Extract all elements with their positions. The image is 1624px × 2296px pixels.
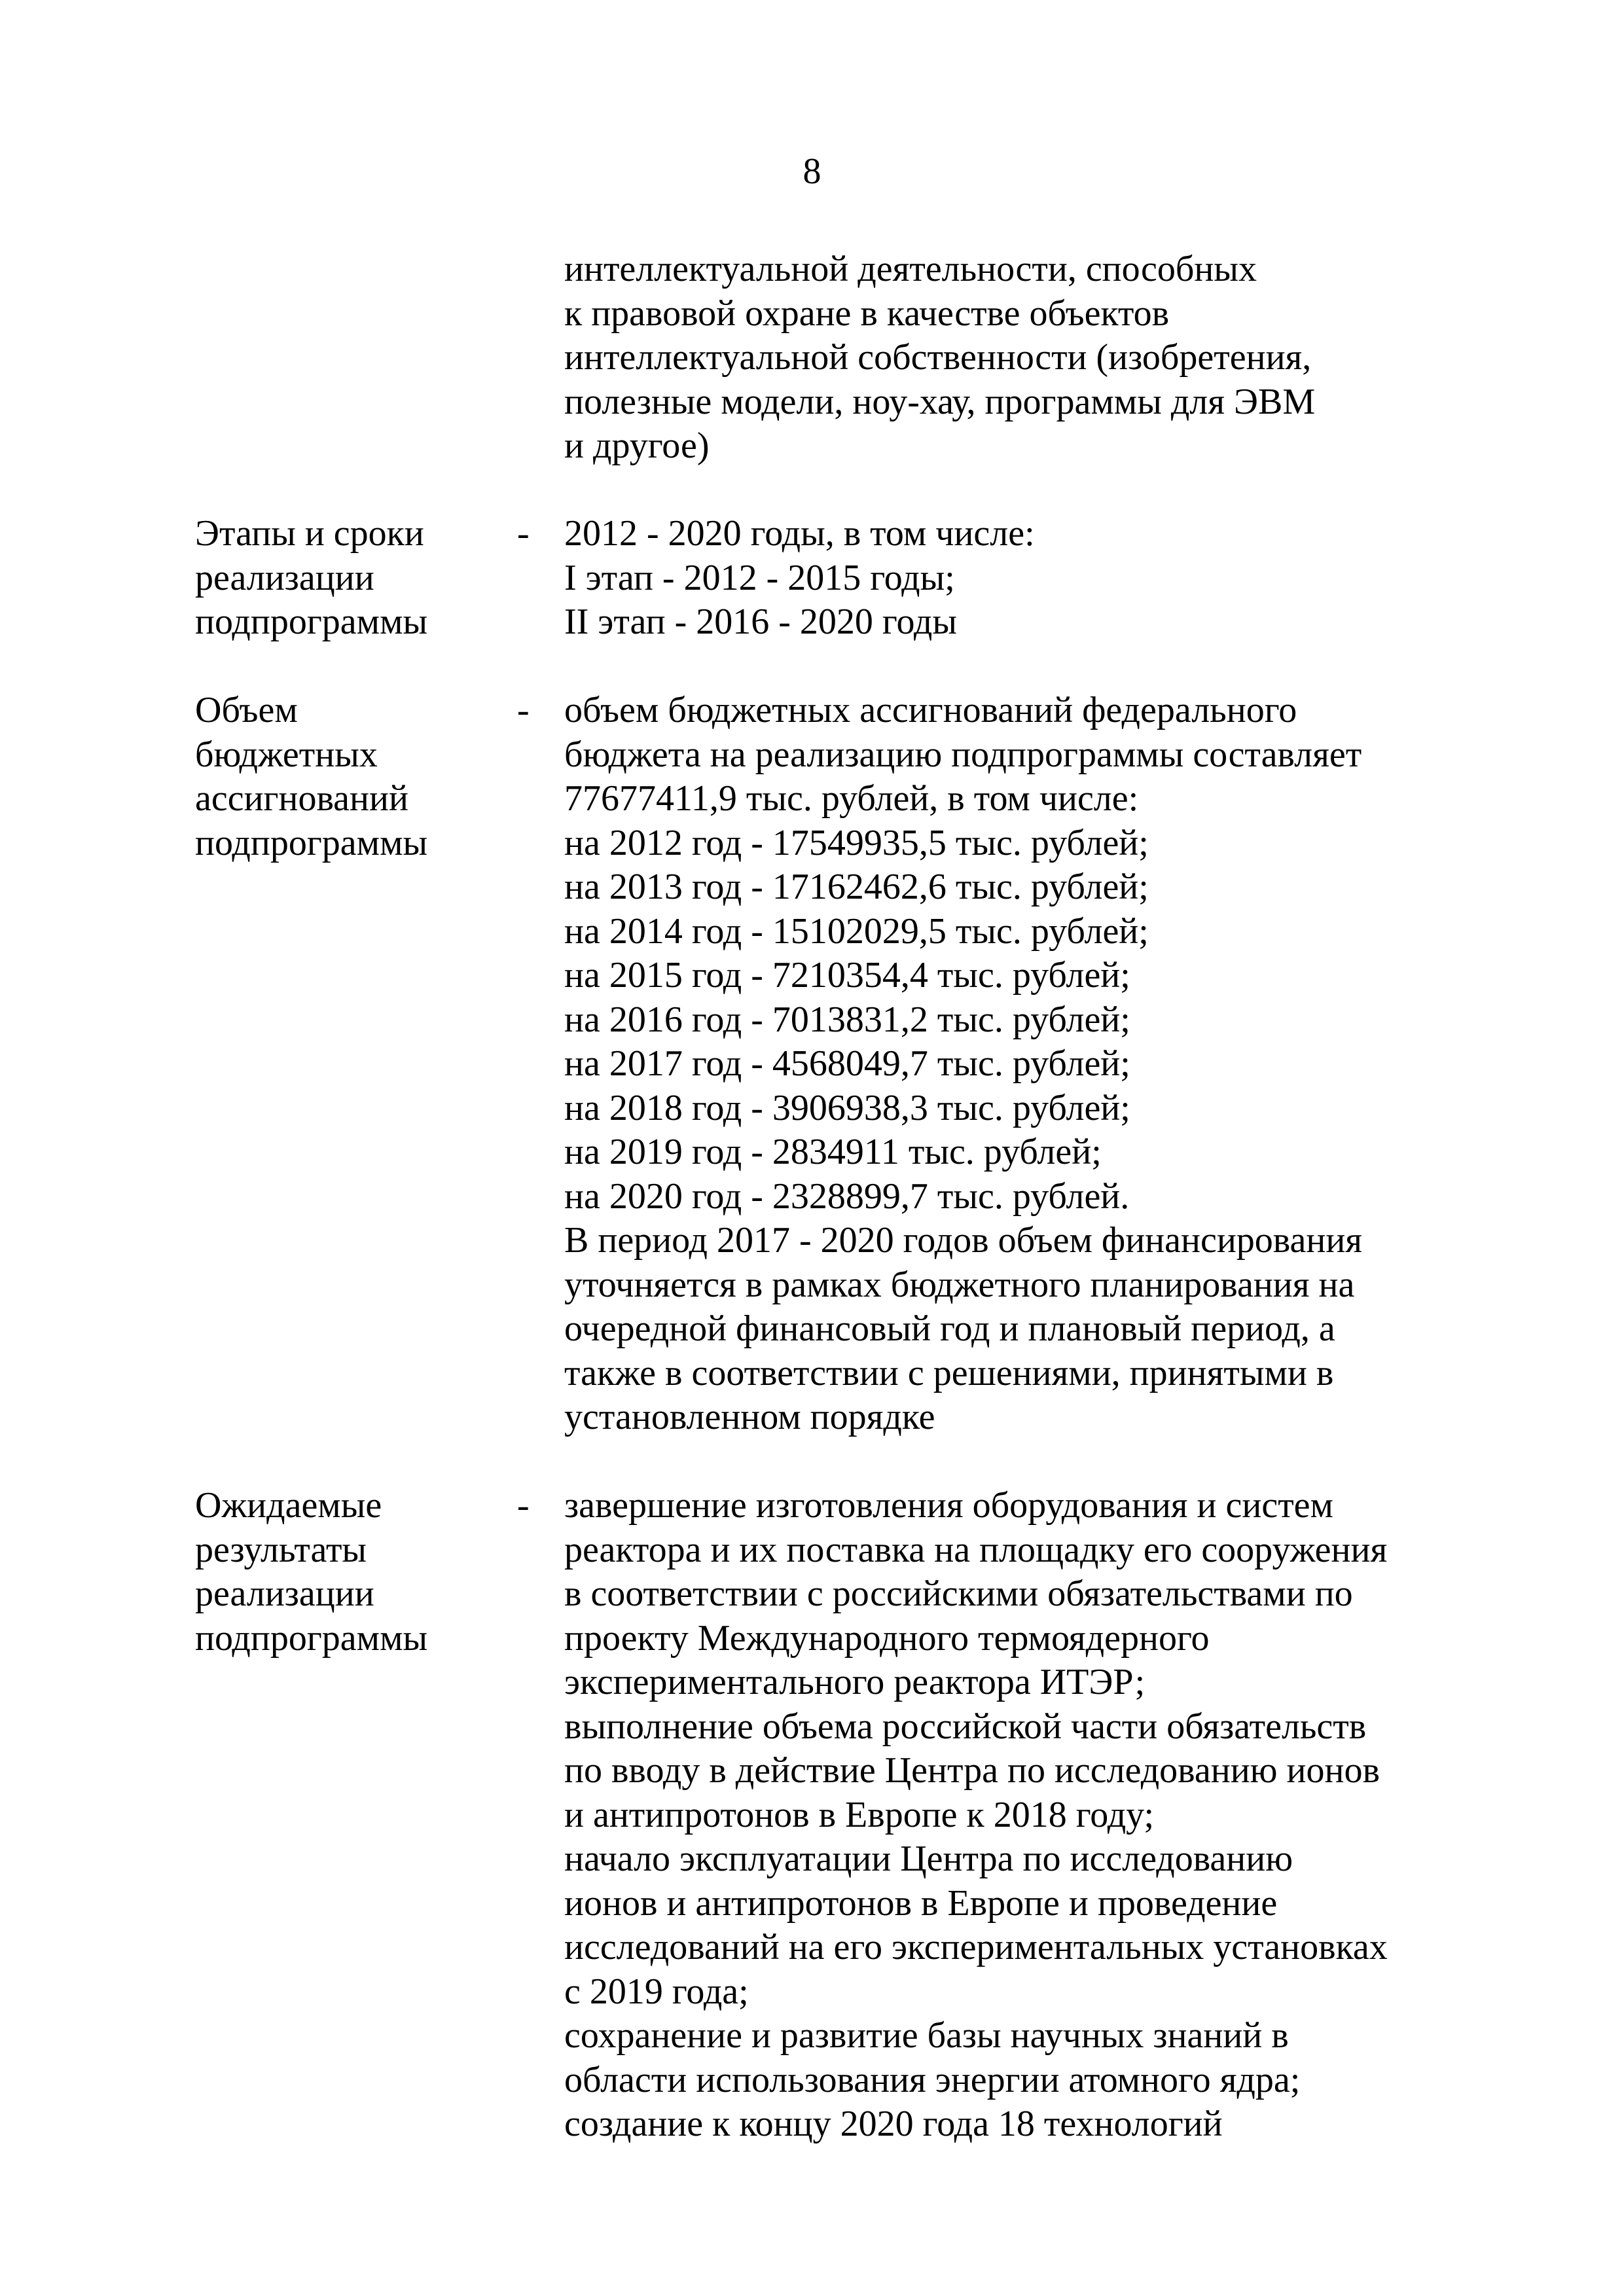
intro-line: к правовой охране в качестве объектов xyxy=(564,293,1170,334)
content-line: исследований на его экспериментальных установках xyxy=(564,1927,1388,1967)
content-line: бюджета на реализацию подпрограммы составляет xyxy=(564,734,1362,775)
content-line: на 2016 год - 7013831,2 тыс. рублей; xyxy=(564,999,1130,1040)
section-dash: - xyxy=(517,690,530,730)
content-line: на 2018 год - 3906938,3 тыс. рублей; xyxy=(564,1087,1130,1128)
label-line: реализации xyxy=(195,557,374,598)
content-line: на 2019 год - 2834911 тыс. рублей; xyxy=(564,1132,1102,1172)
content-line: II этап - 2016 - 2020 годы xyxy=(564,601,957,642)
content-line: также в соответствии с решениями, принятыми в xyxy=(564,1352,1334,1393)
content-line: объем бюджетных ассигнований федерального xyxy=(564,690,1297,730)
content-line: В период 2017 - 2020 годов объем финансирования xyxy=(564,1220,1363,1261)
page-number: 8 xyxy=(803,151,821,192)
section-label xyxy=(195,512,470,645)
content-line: на 2020 год - 2328899,7 тыс. рублей. xyxy=(564,1175,1130,1217)
section-label xyxy=(195,689,470,865)
content-line: выполнение объема российской части обязательств xyxy=(564,1706,1367,1747)
section-content xyxy=(564,1484,1481,2147)
intro-continuation xyxy=(564,247,1481,469)
content-line: I этап - 2012 - 2015 годы; xyxy=(564,557,955,598)
content-line: на 2013 год - 17162462,6 тыс. рублей; xyxy=(564,867,1149,907)
content-line: на 2012 год - 17549935,5 тыс. рублей; xyxy=(564,822,1149,863)
label-line: результаты xyxy=(195,1529,367,1570)
content-line: очередной финансовый год и плановый период, а xyxy=(564,1308,1335,1349)
content-line: по вводу в действие Центра по исследованию ионов xyxy=(564,1750,1380,1791)
label-line: Объем xyxy=(195,690,298,730)
label-line: бюджетных xyxy=(195,734,378,775)
label-line: подпрограммы xyxy=(195,1617,428,1659)
label-line: подпрограммы xyxy=(195,601,428,642)
content-line: установленном порядке xyxy=(564,1397,935,1437)
content-line: завершение изготовления оборудования и систем xyxy=(564,1485,1333,1526)
intro-line: интеллектуальной собственности (изобретения, xyxy=(564,337,1312,378)
content-line: ионов и антипротонов в Европе и проведение xyxy=(564,1882,1278,1924)
label-line: подпрограммы xyxy=(195,822,428,863)
content-line: проекту Международного термоядерного xyxy=(564,1617,1210,1659)
section-content xyxy=(564,689,1481,1440)
content-line: и антипротонов в Европе к 2018 году; xyxy=(564,1794,1155,1835)
content-line: уточняется в рамках бюджетного планирования на xyxy=(564,1264,1355,1305)
content-line: создание к концу 2020 года 18 технологий xyxy=(564,2104,1223,2144)
section-label xyxy=(195,1484,470,1660)
content-line: на 2014 год - 15102029,5 тыс. рублей; xyxy=(564,910,1149,952)
label-line: Ожидаемые xyxy=(195,1485,382,1526)
content-line: на 2015 год - 7210354,4 тыс. рублей; xyxy=(564,955,1130,996)
content-line: 2012 - 2020 годы, в том числе: xyxy=(564,513,1035,554)
section-dash: - xyxy=(517,1485,530,1526)
content-line: области использования энергии атомного ядра; xyxy=(564,2059,1301,2100)
intro-line: интеллектуальной деятельности, способных xyxy=(564,249,1257,289)
intro-line: и другое) xyxy=(564,425,710,466)
intro-line: полезные модели, ноу-хау, программы для ЭВМ xyxy=(564,381,1316,422)
content-line: с 2019 года; xyxy=(564,1971,749,2012)
content-line: 77677411,9 тыс. рублей, в том числе: xyxy=(564,778,1139,819)
label-line: ассигнований xyxy=(195,778,408,819)
section-content xyxy=(564,512,1481,645)
content-line: сохранение и развитие базы научных знаний в xyxy=(564,2015,1289,2056)
label-line: Этапы и сроки xyxy=(195,513,424,554)
content-line: на 2017 год - 4568049,7 тыс. рублей; xyxy=(564,1043,1130,1084)
content-line: экспериментального реактора ИТЭР; xyxy=(564,1662,1146,1702)
content-line: начало эксплуатации Центра по исследованию xyxy=(564,1839,1293,1879)
section-dash: - xyxy=(517,513,530,554)
content-line: реактора и их поставка на площадку его сооружения xyxy=(564,1529,1388,1570)
content-line: в соответствии с российскими обязательствами по xyxy=(564,1573,1353,1614)
label-line: реализации xyxy=(195,1573,374,1614)
